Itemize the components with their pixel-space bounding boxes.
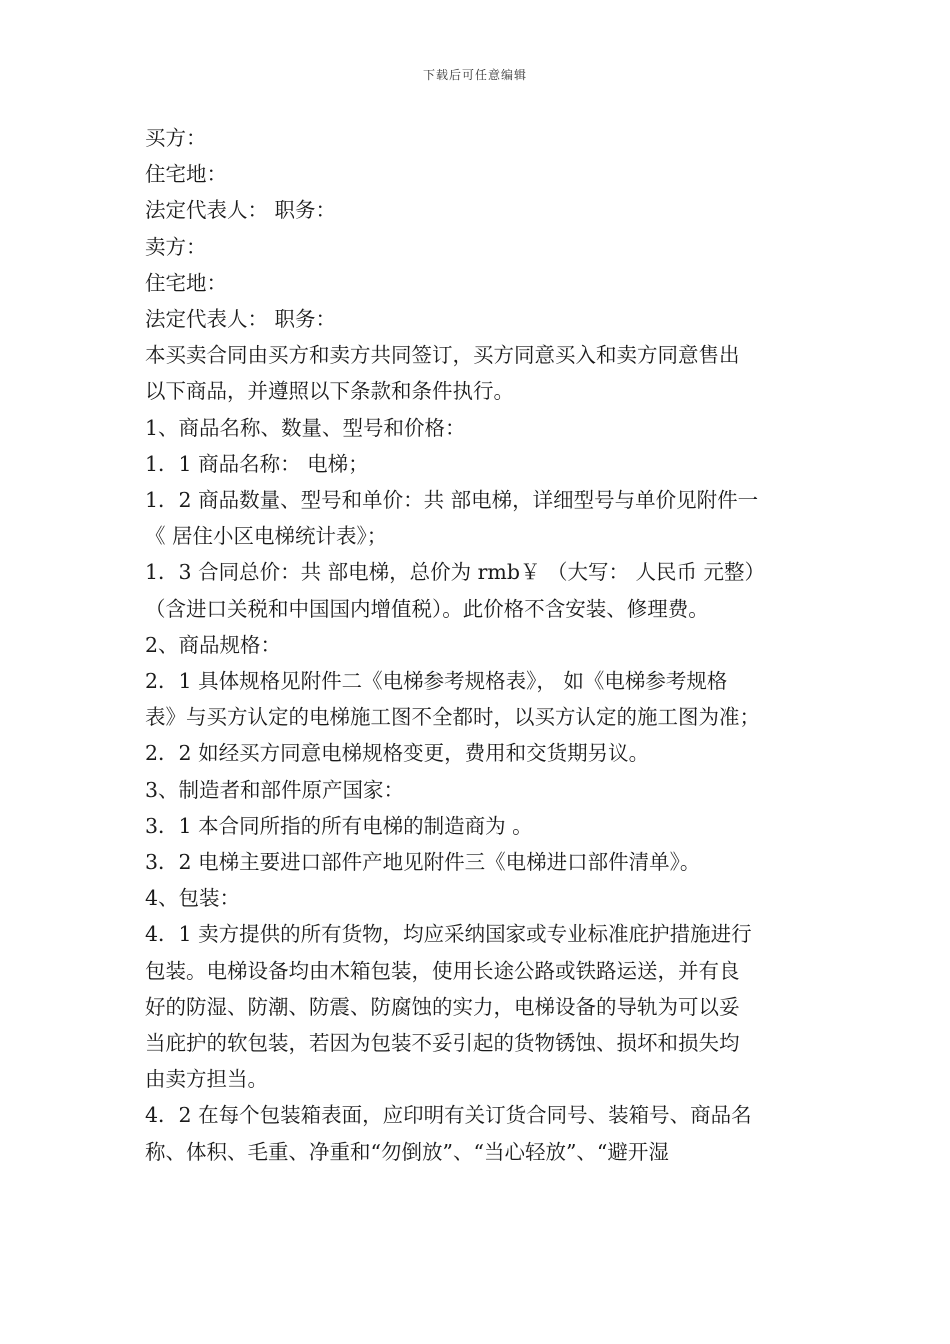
- text-line: 买方：: [145, 126, 207, 150]
- text-line: 4．1 卖方提供的所有货物，均应采纳国家或专业标准庇护措施进行: [145, 922, 752, 947]
- text-line: 法定代表人： 职务：: [145, 198, 337, 223]
- text-line: 好的防湿、防潮、防震、防腐蚀的实力，电梯设备的导轨为可以妥: [145, 994, 740, 1019]
- document-body: [145, 120, 807, 1170]
- text-line: 法定代表人： 职务：: [145, 307, 337, 332]
- text-line: 由卖方担当。: [145, 1067, 268, 1092]
- text-line: 表》与买方认定的电梯施工图不全都时，以买方认定的施工图为准；: [145, 705, 760, 730]
- text-line: 2．1 具体规格见附件二《电梯参考规格表》， 如《电梯参考规格: [145, 669, 728, 694]
- text-line: 卖方：: [145, 234, 207, 259]
- text-line: 本买卖合同由买方和卖方共同签订，买方同意买入和卖方同意售出: [145, 343, 740, 368]
- section-heading: 3、制造者和部件原产国家：: [145, 777, 405, 802]
- text-line: 《 居住小区电梯统计表》；: [145, 524, 388, 549]
- text-line: 包装。电梯设备均由木箱包装，使用长途公路或铁路运送，并有良: [145, 958, 740, 983]
- text-line: 3．2 电梯主要进口部件产地见附件三《电梯进口部件清单》。: [145, 850, 701, 875]
- text-line: 以下商品，并遵照以下条款和条件执行。: [145, 379, 514, 404]
- text-line: （含进口关税和中国国内增值税）。此价格不含安装、修理费。: [145, 596, 709, 621]
- text-line: 4．2 在每个包装箱表面，应印明有关订货合同号、装箱号、商品名: [145, 1103, 752, 1128]
- section-heading: 4、包装：: [145, 886, 241, 911]
- text-line: 当庇护的软包装，若因为包装不妥引起的货物锈蚀、损坏和损失均: [145, 1031, 740, 1056]
- text-line: 2．2 如经买方同意电梯规格变更，费用和交货期另议。: [145, 741, 650, 766]
- section-heading: 2、商品规格：: [145, 632, 282, 657]
- text-line: 住宅地：: [145, 270, 227, 295]
- text-line: 1．2 商品数量、型号和单价：共 部电梯，详细型号与单价见附件一: [145, 488, 759, 513]
- text-line: 3．1 本合同所指的所有电梯的制造商为 。: [145, 813, 533, 838]
- text-line: 住宅地：: [145, 162, 227, 187]
- page-header-note: 下载后可任意编辑: [422, 68, 527, 82]
- section-heading: 1、商品名称、数量、型号和价格：: [145, 415, 466, 440]
- text-line: 1．3 合同总价：共 部电梯，总价为 rmb￥ （大写： 人民币 元整）: [145, 560, 766, 585]
- text-line: 称、体积、毛重、净重和“勿倒放”、“当心轻放”、“避开湿: [145, 1139, 669, 1164]
- text-line: 1．1 商品名称： 电梯；: [145, 451, 369, 476]
